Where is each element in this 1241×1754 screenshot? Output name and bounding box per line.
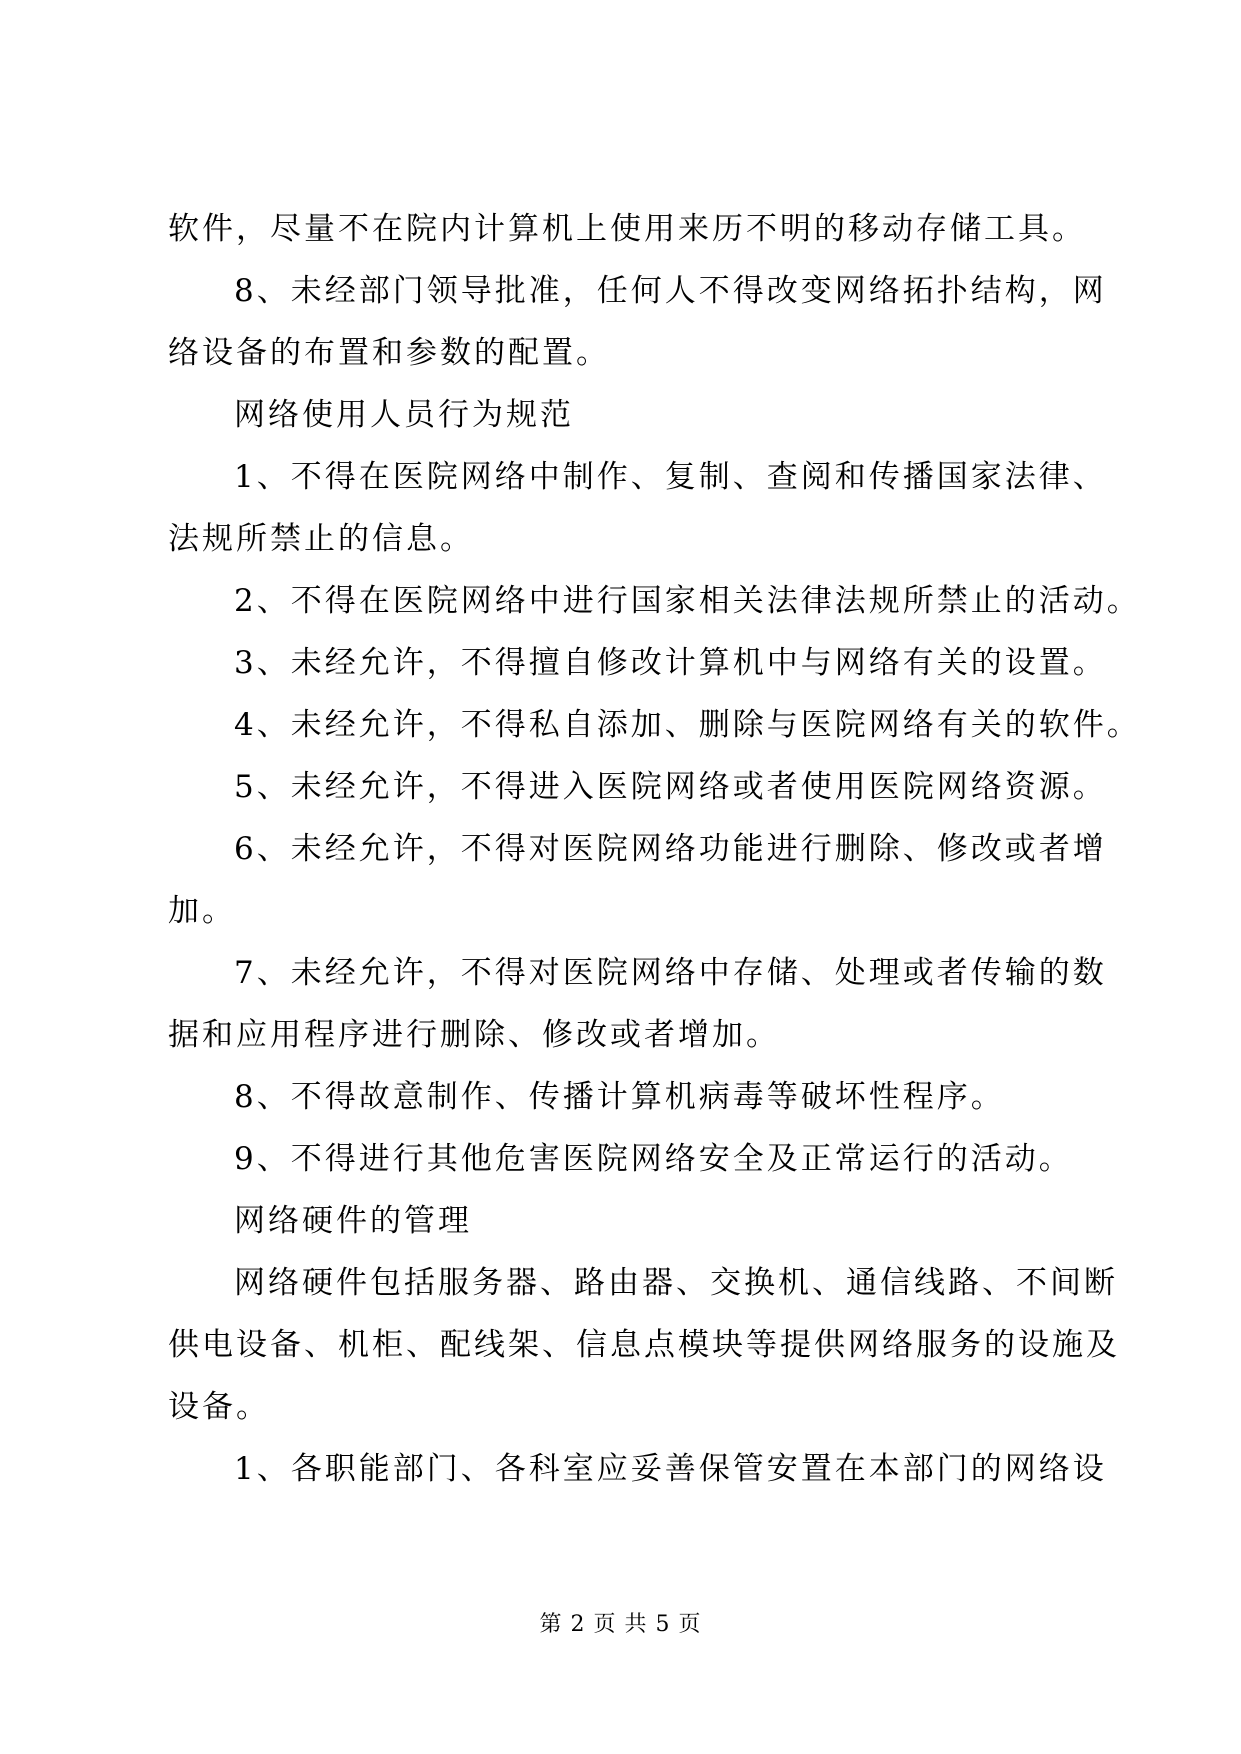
text-line: 5、未经允许，不得进入医院网络或者使用医院网络资源。: [234, 769, 1107, 805]
text-line: 4、未经允许，不得私自添加、删除与医院网络有关的软件。: [234, 707, 1141, 743]
text-line: 设备。: [168, 1389, 270, 1425]
text-line: 法规所禁止的信息。: [168, 521, 474, 557]
page-footer: [0, 1610, 1241, 1640]
text-line: 1、各职能部门、各科室应妥善保管安置在本部门的网络设: [234, 1451, 1107, 1487]
text-line: 8、不得故意制作、传播计算机病毒等破坏性程序。: [234, 1079, 1005, 1115]
text-line: 加。: [168, 893, 236, 929]
document-body: [168, 198, 1141, 1500]
text-line: 软件，尽量不在院内计算机上使用来历不明的移动存储工具。: [168, 211, 1086, 247]
section-heading: 网络硬件的管理: [234, 1203, 472, 1239]
text-line: 3、未经允许，不得擅自修改计算机中与网络有关的设置。: [234, 645, 1107, 681]
text-line: 8、未经部门领导批准，任何人不得改变网络拓扑结构，网: [234, 273, 1107, 309]
text-line: 络设备的布置和参数的配置。: [168, 335, 610, 371]
text-line: 7、未经允许，不得对医院网络中存储、处理或者传输的数: [234, 955, 1107, 991]
text-line: 9、不得进行其他危害医院网络安全及正常运行的活动。: [234, 1141, 1073, 1177]
text-line: 据和应用程序进行删除、修改或者增加。: [168, 1017, 780, 1053]
text-line: 供电设备、机柜、配线架、信息点模块等提供网络服务的设施及: [168, 1327, 1120, 1363]
section-heading: 网络使用人员行为规范: [234, 397, 574, 433]
text-line: 6、未经允许，不得对医院网络功能进行删除、修改或者增: [234, 831, 1107, 867]
text-line: 网络硬件包括服务器、路由器、交换机、通信线路、不间断: [234, 1265, 1118, 1301]
page-number-label: 第 2 页 共 5 页: [539, 1612, 702, 1637]
text-line: 2、不得在医院网络中进行国家相关法律法规所禁止的活动。: [234, 583, 1141, 619]
text-line: 1、不得在医院网络中制作、复制、查阅和传播国家法律、: [234, 459, 1107, 495]
